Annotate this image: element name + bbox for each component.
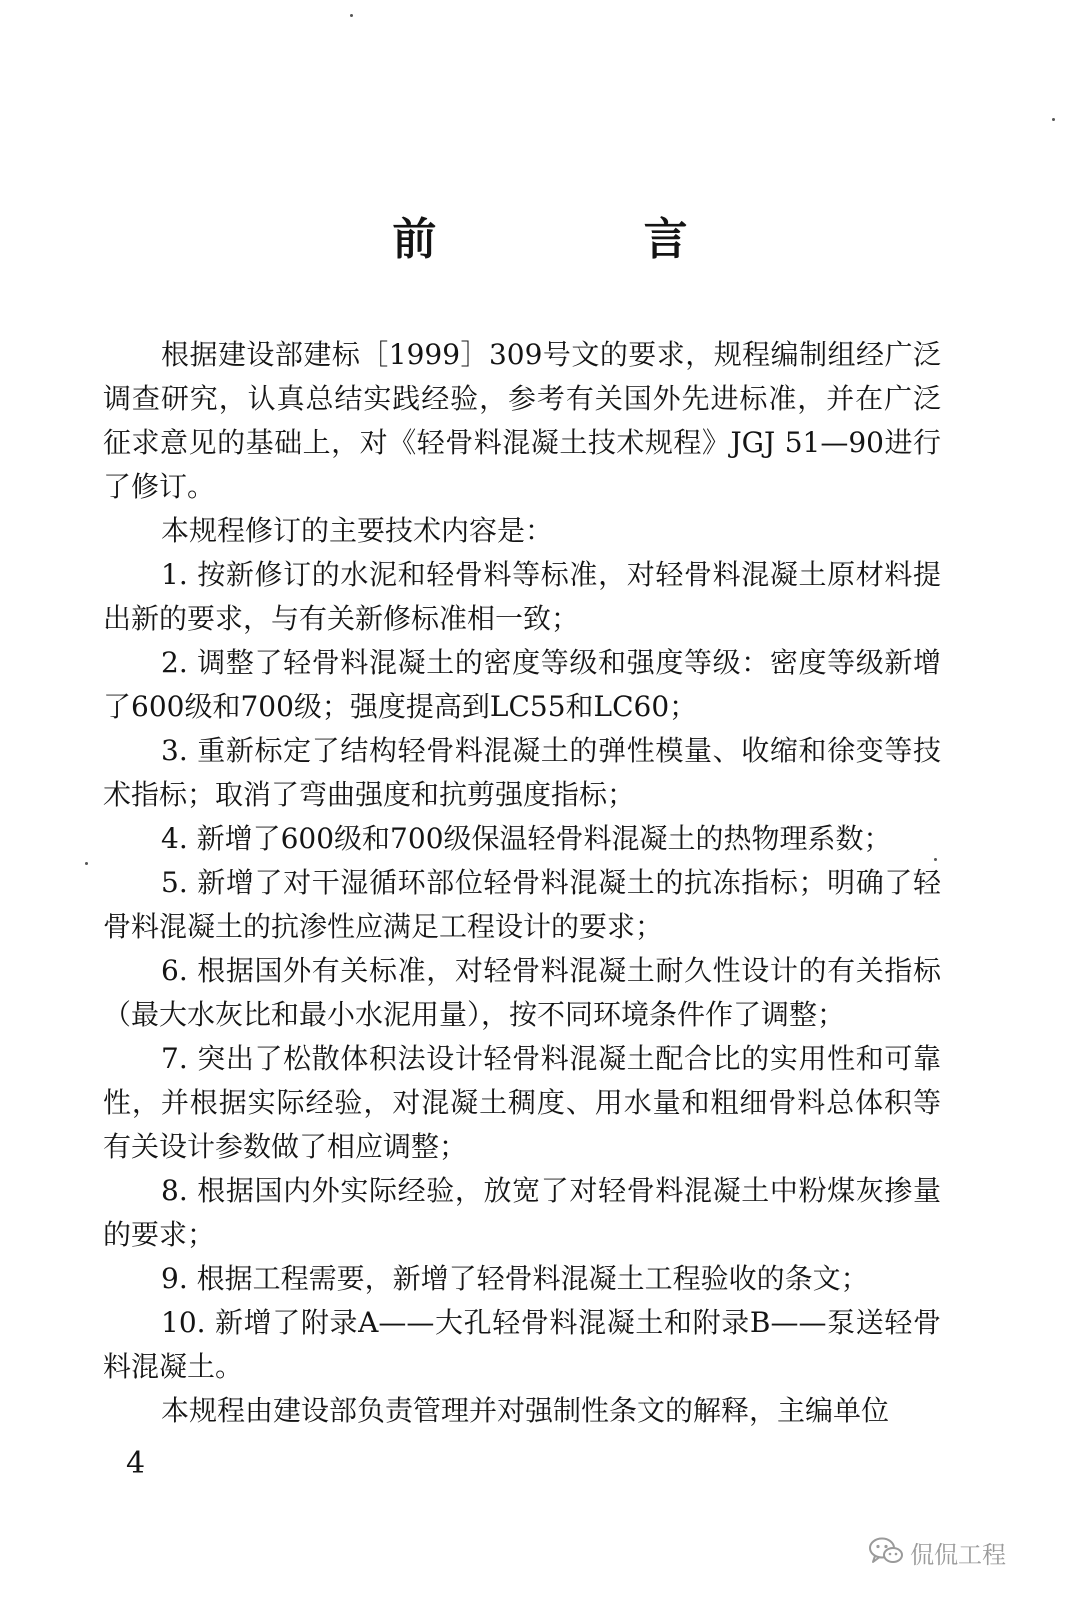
- scan-speck: [350, 14, 353, 17]
- watermark-text: 侃侃工程: [910, 1541, 1006, 1569]
- paragraph: 根据建设部建标［1999］309号文的要求，规程编制组经广泛调查研究，认真总结实践经验，参考有关国外先进标准，并在广泛征求意见的基础上，对《轻骨料混凝土技术规程》JGJ 51—90进行了修订。: [103, 338, 941, 503]
- paragraph: 本规程修订的主要技术内容是：: [161, 514, 554, 547]
- scan-speck: [85, 862, 88, 865]
- page-title: 前 言: [392, 214, 784, 265]
- page-number: 4: [126, 1446, 146, 1481]
- list-item: 6. 根据国外有关标准，对轻骨料混凝土耐久性设计的有关指标（最大水灰比和最小水泥用量），按不同环境条件作了调整；: [103, 954, 941, 1031]
- wechat-icon: [868, 1536, 904, 1574]
- scan-speck: [1052, 118, 1055, 121]
- list-item: 5. 新增了对干湿循环部位轻骨料混凝土的抗冻指标；明确了轻骨料混凝土的抗渗性应满足工程设计的要求；: [103, 866, 941, 943]
- preface-body: [103, 333, 941, 1433]
- list-item: 1. 按新修订的水泥和轻骨料等标准，对轻骨料混凝土原材料提出新的要求，与有关新修标准相一致；: [103, 558, 941, 635]
- list-item: 10. 新增了附录A——大孔轻骨料混凝土和附录B——泵送轻骨料混凝土。: [103, 1306, 941, 1383]
- list-item: 7. 突出了松散体积法设计轻骨料混凝土配合比的实用性和可靠性，并根据实际经验，对混凝土稠度、用水量和粗细骨料总体积等有关设计参数做了相应调整；: [103, 1042, 941, 1163]
- list-item: 3. 重新标定了结构轻骨料混凝土的弹性模量、收缩和徐变等技术指标；取消了弯曲强度和抗剪强度指标；: [103, 734, 941, 811]
- list-item: 2. 调整了轻骨料混凝土的密度等级和强度等级：密度等级新增了600级和700级；强度提高到LC55和LC60；: [103, 646, 941, 723]
- list-item: 8. 根据国内外实际经验，放宽了对轻骨料混凝土中粉煤灰掺量的要求；: [103, 1174, 941, 1251]
- list-item: 4. 新增了600级和700级保温轻骨料混凝土的热物理系数；: [161, 822, 892, 855]
- list-item: 9. 根据工程需要，新增了轻骨料混凝土工程验收的条文；: [161, 1262, 869, 1295]
- paragraph: 本规程由建设部负责管理并对强制性条文的解释，主编单位: [161, 1394, 890, 1427]
- watermark: [868, 1536, 1006, 1574]
